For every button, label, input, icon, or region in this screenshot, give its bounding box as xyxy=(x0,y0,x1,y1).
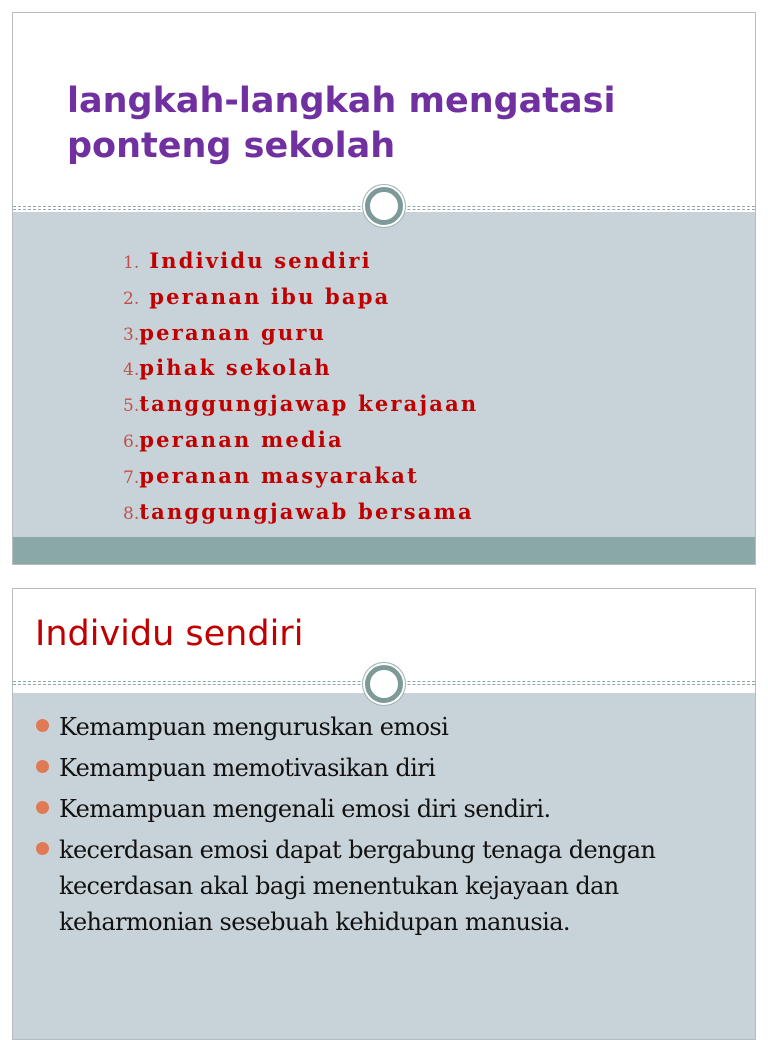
bullet-dot-icon xyxy=(36,801,49,814)
list-item xyxy=(123,279,478,315)
slide-1-title: langkah-langkah mengatasi ponteng sekolah xyxy=(67,81,616,166)
list-item xyxy=(123,315,478,351)
ring-icon xyxy=(365,665,403,703)
list-item xyxy=(35,750,735,786)
list-item xyxy=(35,709,735,745)
bullet-text: Kemampuan menguruskan emosi xyxy=(59,713,449,741)
list-item xyxy=(35,832,735,940)
item-text: peranan guru xyxy=(139,319,327,345)
item-number: 6. xyxy=(123,431,140,452)
item-number: 3. xyxy=(123,324,140,345)
item-number: 4. xyxy=(123,360,140,381)
numbered-list xyxy=(123,243,478,529)
item-text: tanggungjawab bersama xyxy=(139,498,474,524)
item-number: 7. xyxy=(123,467,140,488)
bullet-dot-icon xyxy=(36,719,49,732)
item-text: peranan ibu bapa xyxy=(149,283,391,309)
bullet-dot-icon xyxy=(36,760,49,773)
list-item xyxy=(123,458,478,494)
item-number: 2. xyxy=(123,288,140,309)
item-number: 1. xyxy=(123,253,140,273)
item-number: 5. xyxy=(123,396,140,417)
bullet-text: kecerdasan emosi dapat bergabung tenaga dengan kecerdasan akal bagi menentukan kejayaan dan keharmonian sesebuah kehidupan manusia. xyxy=(59,836,656,936)
slide-1-footer-bar xyxy=(13,537,755,564)
item-text: Individu sendiri xyxy=(149,248,372,273)
list-item xyxy=(123,422,478,458)
bullet-text: Kemampuan mengenali emosi diri sendiri. xyxy=(59,795,551,823)
list-item xyxy=(35,791,735,827)
item-text: pihak sekolah xyxy=(139,355,332,381)
item-text: peranan media xyxy=(139,426,344,452)
bullet-dot-icon xyxy=(36,842,49,855)
item-text: tanggungjawap kerajaan xyxy=(139,391,479,417)
list-item xyxy=(123,350,478,386)
ring-icon xyxy=(365,187,403,225)
slide-1-title-area xyxy=(13,13,755,206)
item-number: 8. xyxy=(123,503,140,524)
list-item xyxy=(123,386,478,422)
bullet-list xyxy=(35,709,735,945)
slide-2 xyxy=(12,588,756,1040)
list-item xyxy=(123,494,478,530)
item-text: peranan masyarakat xyxy=(139,462,419,488)
bullet-text: Kemampuan memotivasikan diri xyxy=(59,754,436,782)
list-item xyxy=(123,243,478,279)
slide-1 xyxy=(12,12,756,565)
slide-2-title: Individu sendiri xyxy=(35,614,304,654)
